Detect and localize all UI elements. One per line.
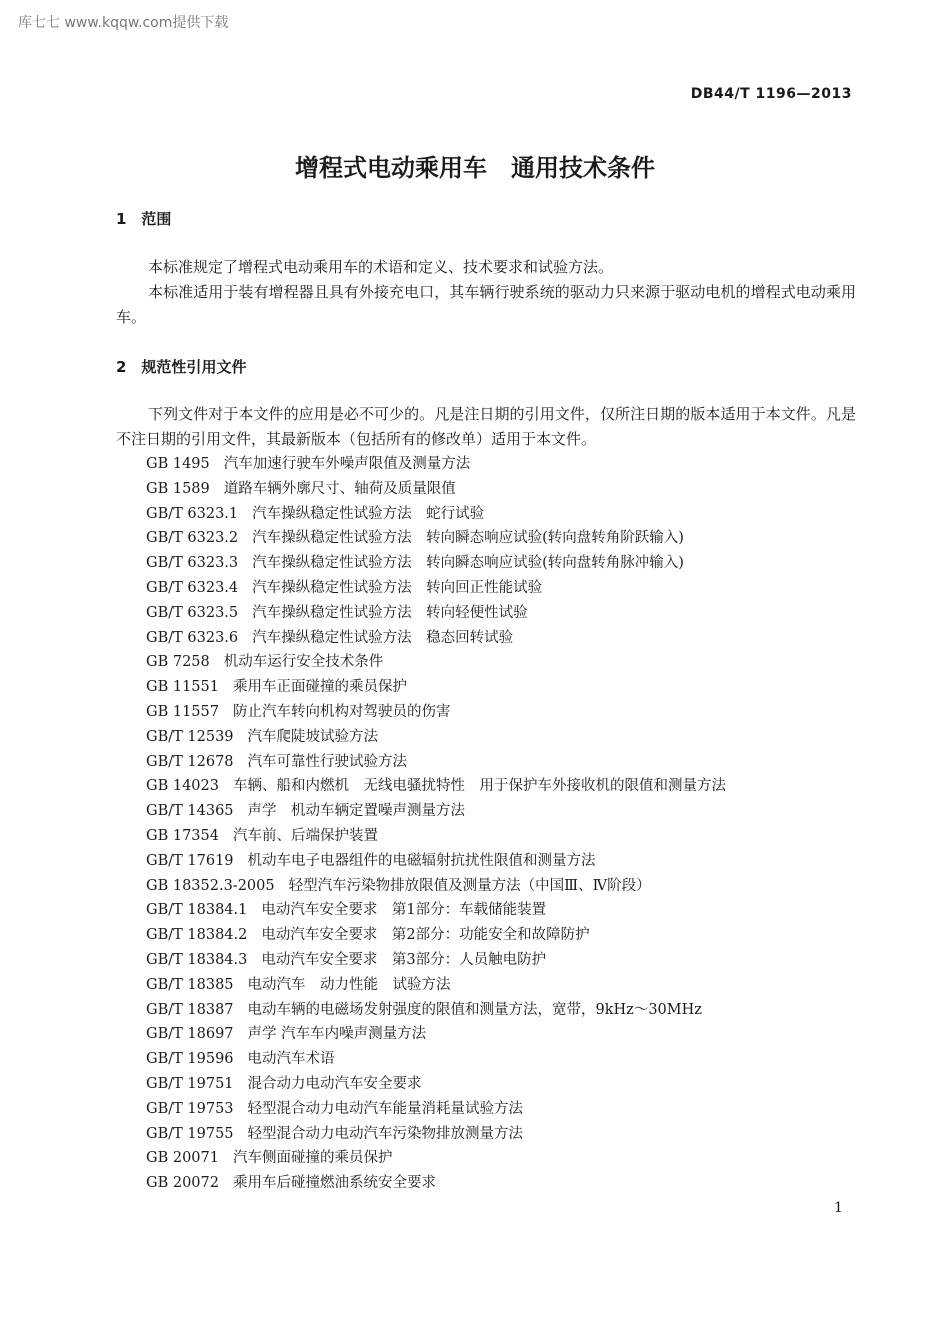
reference-code: GB 20072 bbox=[146, 1175, 219, 1192]
reference-item bbox=[146, 948, 726, 973]
reference-code: GB/T 18384.2 bbox=[146, 927, 248, 944]
reference-item bbox=[146, 898, 726, 923]
reference-item bbox=[146, 1022, 726, 1047]
reference-item bbox=[146, 1097, 726, 1122]
reference-item bbox=[146, 1047, 726, 1072]
reference-title: 电动汽车安全要求 第1部分：车载储能装置 bbox=[261, 902, 547, 919]
reference-title: 汽车可靠性行驶试验方法 bbox=[247, 753, 408, 770]
reference-code: GB 7258 bbox=[146, 654, 210, 671]
reference-item bbox=[146, 774, 726, 799]
reference-title: 电动汽车 动力性能 试验方法 bbox=[247, 976, 451, 993]
reference-item bbox=[146, 849, 726, 874]
reference-item bbox=[146, 700, 726, 725]
reference-code: GB/T 18697 bbox=[146, 1026, 234, 1043]
reference-code: GB 11557 bbox=[146, 703, 219, 720]
reference-title: 汽车爬陡坡试验方法 bbox=[247, 728, 379, 745]
reference-code: GB/T 6323.2 bbox=[146, 530, 239, 547]
reference-code: GB/T 6323.4 bbox=[146, 579, 239, 596]
reference-item bbox=[146, 675, 726, 700]
reference-title: 声学 汽车车内噪声测量方法 bbox=[247, 1026, 427, 1043]
watermark-text: 库七七 www.kqqw.com提供下载 bbox=[18, 15, 229, 31]
reference-title: 电动汽车术语 bbox=[247, 1051, 335, 1068]
reference-code: GB 1495 bbox=[146, 456, 210, 472]
reference-item bbox=[146, 601, 726, 626]
reference-item bbox=[146, 576, 726, 601]
reference-item bbox=[146, 1146, 726, 1171]
reference-item bbox=[146, 750, 726, 775]
reference-code: GB/T 19753 bbox=[146, 1100, 234, 1117]
reference-item bbox=[146, 973, 726, 998]
reference-code: GB 14023 bbox=[146, 778, 219, 795]
scope-paragraph-1: 本标准规定了增程式电动乘用车的术语和定义、技术要求和试验方法。 bbox=[148, 258, 614, 276]
reference-code: GB/T 18384.1 bbox=[146, 902, 248, 919]
scope-paragraph-2: 本标准适用于装有增程器且具有外接充电口，其车辆行驶系统的驱动力只来源于驱动电机的增程式电动乘用车。 bbox=[116, 283, 856, 326]
reference-item bbox=[146, 1122, 726, 1147]
reference-code: GB/T 19596 bbox=[146, 1051, 234, 1068]
reference-title: 汽车前、后端保护装置 bbox=[232, 827, 378, 844]
page-title: 增程式电动乘用车 通用技术条件 bbox=[295, 154, 655, 182]
reference-title: 机动车运行安全技术条件 bbox=[223, 654, 384, 671]
reference-code: GB/T 6323.3 bbox=[146, 555, 239, 572]
reference-title: 乘用车正面碰撞的乘员保护 bbox=[232, 679, 407, 696]
reference-title: 轻型混合动力电动汽车能量消耗量试验方法 bbox=[247, 1100, 524, 1117]
reference-title: 防止汽车转向机构对驾驶员的伤害 bbox=[232, 703, 451, 720]
reference-code: GB 11551 bbox=[146, 679, 219, 696]
reference-item bbox=[146, 502, 726, 527]
reference-title: 汽车侧面碰撞的乘员保护 bbox=[232, 1150, 393, 1167]
section-heading-normative-references: 2 规范性引用文件 bbox=[116, 358, 247, 376]
reference-code: GB 1589 bbox=[146, 480, 210, 497]
references-intro-paragraph: 下列文件对于本文件的应用是必不可少的。凡是注日期的引用文件，仅所注日期的版本适用于本文件。凡是不注日期的引用文件，其最新版本（包括所有的修改单）适用于本文件。 bbox=[116, 405, 856, 448]
reference-code: GB/T 19751 bbox=[146, 1075, 234, 1092]
document-id: DB44/T 1196—2013 bbox=[690, 86, 852, 102]
reference-list bbox=[146, 452, 726, 1196]
page-number: 1 bbox=[834, 1200, 843, 1216]
reference-code: GB/T 18385 bbox=[146, 976, 234, 993]
reference-item bbox=[146, 551, 726, 576]
reference-item bbox=[146, 725, 726, 750]
reference-title: 汽车操纵稳定性试验方法 转向瞬态响应试验(转向盘转角脉冲输入) bbox=[252, 555, 684, 572]
reference-title: 电动汽车安全要求 第3部分：人员触电防护 bbox=[261, 951, 547, 968]
reference-code: GB/T 18387 bbox=[146, 1001, 234, 1018]
reference-code: GB/T 6323.5 bbox=[146, 604, 239, 621]
reference-title: 汽车加速行驶车外噪声限值及测量方法 bbox=[223, 456, 471, 472]
reference-code: GB/T 18384.3 bbox=[146, 951, 248, 968]
reference-title: 声学 机动车辆定置噪声测量方法 bbox=[247, 803, 466, 820]
reference-item bbox=[146, 923, 726, 948]
reference-code: GB 18352.3-2005 bbox=[146, 877, 275, 894]
reference-title: 汽车操纵稳定性试验方法 转向轻便性试验 bbox=[252, 604, 528, 621]
reference-title: 轻型混合动力电动汽车污染物排放测量方法 bbox=[247, 1125, 524, 1142]
reference-item bbox=[146, 477, 726, 502]
reference-item bbox=[146, 1171, 726, 1196]
reference-title: 乘用车后碰撞燃油系统安全要求 bbox=[232, 1175, 436, 1192]
reference-item bbox=[146, 650, 726, 675]
reference-item bbox=[146, 998, 726, 1023]
reference-item bbox=[146, 824, 726, 849]
reference-title: 汽车操纵稳定性试验方法 转向瞬态响应试验(转向盘转角阶跃输入) bbox=[252, 530, 684, 547]
reference-code: GB/T 6323.6 bbox=[146, 629, 239, 646]
reference-title: 电动车辆的电磁场发射强度的限值和测量方法，宽带，9kHz～30MHz bbox=[247, 1001, 702, 1018]
reference-title: 道路车辆外廓尺寸、轴荷及质量限值 bbox=[223, 480, 456, 497]
reference-code: GB/T 19755 bbox=[146, 1125, 234, 1142]
reference-title: 车辆、船和内燃机 无线电骚扰特性 用于保护车外接收机的限值和测量方法 bbox=[232, 778, 726, 795]
reference-code: GB/T 17619 bbox=[146, 852, 234, 869]
reference-item bbox=[146, 526, 726, 551]
reference-title: 电动汽车安全要求 第2部分：功能安全和故障防护 bbox=[261, 927, 590, 944]
reference-item bbox=[146, 452, 726, 477]
reference-code: GB/T 6323.1 bbox=[146, 505, 239, 522]
reference-title: 轻型汽车污染物排放限值及测量方法（中国Ⅲ、Ⅳ阶段） bbox=[288, 877, 651, 894]
reference-item bbox=[146, 874, 726, 899]
reference-code: GB 17354 bbox=[146, 827, 219, 844]
reference-title: 汽车操纵稳定性试验方法 转向回正性能试验 bbox=[252, 579, 543, 596]
reference-title: 机动车电子电器组件的电磁辐射抗扰性限值和测量方法 bbox=[247, 852, 596, 869]
reference-code: GB/T 12539 bbox=[146, 728, 234, 745]
reference-title: 汽车操纵稳定性试验方法 蛇行试验 bbox=[252, 505, 485, 522]
reference-item bbox=[146, 1072, 726, 1097]
reference-code: GB/T 14365 bbox=[146, 803, 234, 820]
reference-title: 混合动力电动汽车安全要求 bbox=[247, 1075, 422, 1092]
reference-item bbox=[146, 626, 726, 651]
reference-code: GB/T 12678 bbox=[146, 753, 234, 770]
reference-title: 汽车操纵稳定性试验方法 稳态回转试验 bbox=[252, 629, 514, 646]
section-heading-scope: 1 范围 bbox=[116, 210, 172, 228]
reference-code: GB 20071 bbox=[146, 1150, 219, 1167]
reference-item bbox=[146, 799, 726, 824]
